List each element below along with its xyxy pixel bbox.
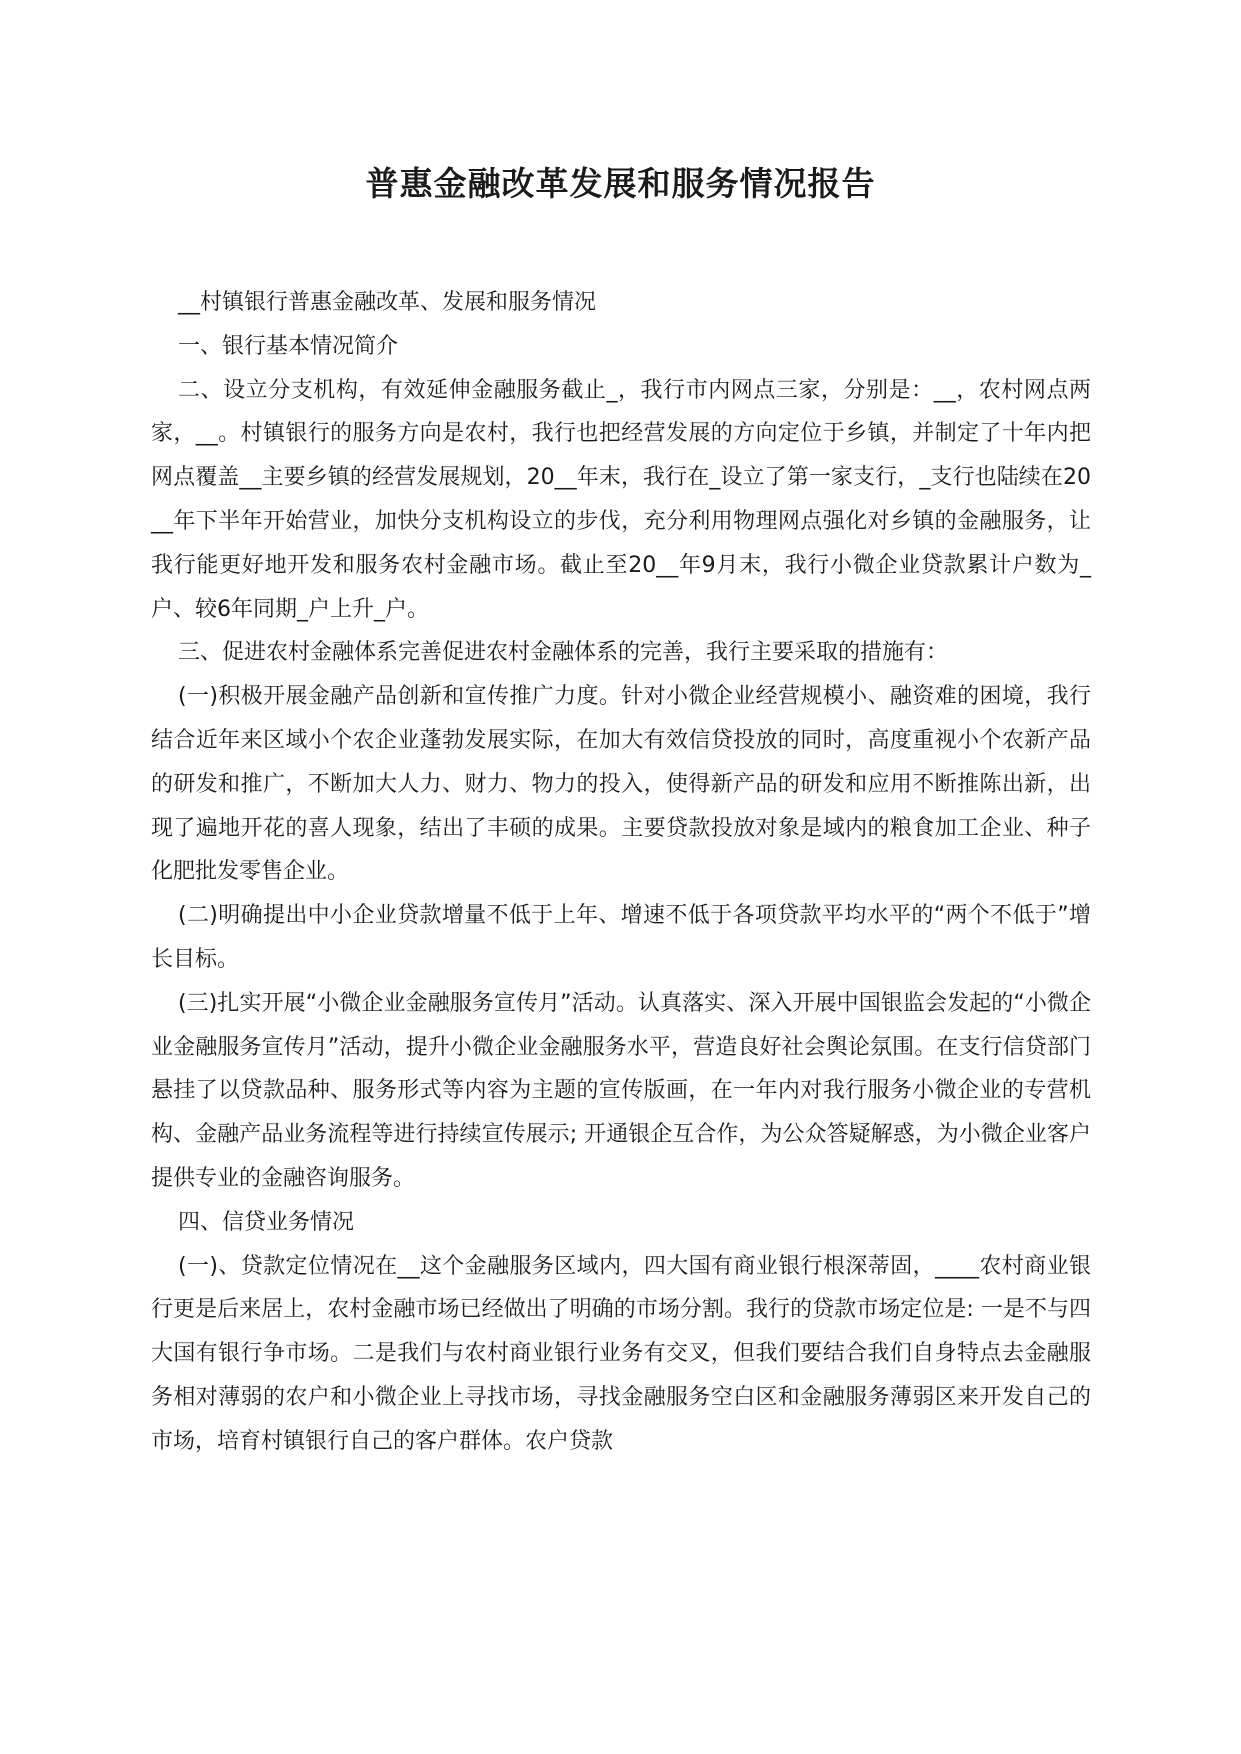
loan-positioning-paragraph: (一)、贷款定位情况在__这个金融服务区域内，四大国有商业银行根深蒂固，____农村商业银行更是后来居上，农村金融市场已经做出了明确的市场分割。我行的贷款市场定位是: 一是不与四大国有银行争市场。二是我们与农村商业银行业务有交叉，但我们要结合我们自身特点去金融服务相对薄弱的农户和小微企业上寻找市场，寻找金融服务空白区和金融服务薄弱区来开发自己的市场，培育村镇银行自己的客户群体。农户贷款 xyxy=(151,1253,1091,1454)
section-heading-1: 一、银行基本情况简介 xyxy=(178,333,399,359)
measure-paragraph-3: (三)扎实开展“小微企业金融服务宣传月”活动。认真落实、深入开展中国银监会发起的“小微企业金融服务宣传月”活动，提升小微企业金融服务水平，营造良好社会舆论氛围。在支行信贷部门悬挂了以贷款品种、服务形式等内容为主题的宣传版画，在一年内对我行服务小微企业的专营机构、金融产品业务流程等进行持续宣传展示; 开通银企互合作，为公众答疑解惑，为小微企业客户提供专业的金融咨询服务。 xyxy=(151,990,1091,1191)
section-heading-4: 四、信贷业务情况 xyxy=(178,1209,355,1235)
measure-paragraph-2: (二)明确提出中小企业贷款增量不低于上年、增速不低于各项贷款平均水平的“两个不低于”增长目标。 xyxy=(151,903,1091,972)
section-heading-3: 三、促进农村金融体系完善促进农村金融体系的完善，我行主要采取的措施有： xyxy=(178,640,949,666)
document-title: 普惠金融改革发展和服务情况报告 xyxy=(365,164,876,203)
section-paragraph-2: 二、设立分支机构，有效延伸金融服务截止_，我行市内网点三家，分别是：__，农村网点两家，__。村镇银行的服务方向是农村，我行也把经营发展的方向定位于乡镇，并制定了十年内把网点覆盖__主要乡镇的经营发展规划，20__年末，我行在_设立了第一家支行，_支行也陆续在20__年下半年开始营业，加快分支机构设立的步伐，充分利用物理网点强化对乡镇的金融服务，让我行能更好地开发和服务农村金融市场。截止至20__年9月末，我行小微企业贷款累计户数为_户、较6年同期_户上升_户。 xyxy=(151,377,1091,622)
paragraph-subtitle: __村镇银行普惠金融改革、发展和服务情况 xyxy=(178,290,597,315)
measure-paragraph-1: (一)积极开展金融产品创新和宣传推广力度。针对小微企业经营规模小、融资难的困境，我行结合近年来区域小个农企业蓬勃发展实际，在加大有效信贷投放的同时，高度重视小个农新产品的研发和推广，不断加大人力、财力、物力的投入，使得新产品的研发和应用不断推陈出新，出现了遍地开花的喜人现象，结出了丰硕的成果。主要贷款投放对象是域内的粮食加工企业、种子化肥批发零售企业。 xyxy=(151,684,1091,885)
document-body xyxy=(151,281,1091,1464)
